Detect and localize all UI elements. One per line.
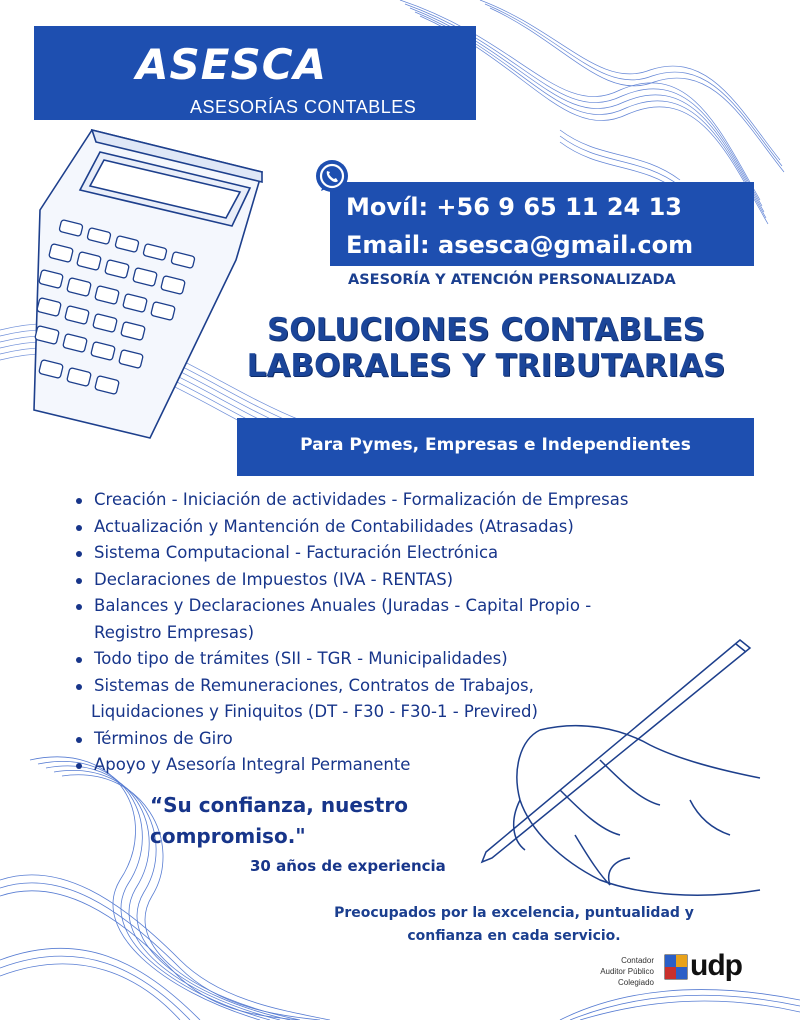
service-text: Sistema Computacional - Facturación Electrónica (94, 543, 499, 562)
bullet-icon (76, 737, 82, 743)
bullet-icon (76, 525, 82, 531)
closing-statement (300, 902, 728, 948)
headline-line-2: LABORALES Y TRIBUTARIAS (246, 348, 726, 384)
bullet-icon (76, 578, 82, 584)
closing-line-1: Preocupados por la excelencia, puntualidad y (334, 905, 694, 921)
bullet-icon (76, 551, 82, 557)
experience-text: 30 años de experiencia (250, 857, 446, 875)
service-text: Creación - Iniciación de actividades - Formalización de Empresas (94, 490, 629, 509)
service-item (74, 540, 734, 567)
wave-bottom-right (560, 990, 800, 1020)
bullet-icon (76, 604, 82, 610)
phone-number[interactable]: Movíl: +56 9 65 11 24 13 (346, 193, 682, 221)
bullet-icon (76, 763, 82, 769)
service-item (74, 593, 734, 620)
credential-line-1: Contador (621, 956, 654, 965)
udp-crest-icon (664, 954, 688, 980)
credentials (566, 955, 654, 988)
bullet-icon (76, 657, 82, 663)
service-text: Términos de Giro (94, 728, 233, 748)
service-text: Sistemas de Remuneraciones, Contratos de Trabajos, (94, 675, 534, 695)
service-text: Liquidaciones y Finiquitos (DT - F30 - F30-1 - Previred) (91, 702, 538, 721)
service-item (74, 567, 734, 594)
brand-name: ASESCA (136, 40, 328, 89)
slogan-quote (150, 790, 408, 852)
service-item (74, 752, 734, 779)
service-item (74, 487, 734, 514)
closing-line-2: confianza en cada servicio. (407, 928, 621, 944)
services-list (74, 487, 734, 779)
university-logo: udp (690, 949, 742, 982)
headline-line-1: SOLUCIONES CONTABLES (266, 312, 706, 348)
service-text: Apoyo y Asesoría Integral Permanente (94, 755, 411, 774)
service-item (74, 673, 734, 700)
credential-line-3: Colegiado (617, 978, 654, 987)
service-text: Balances y Declaraciones Anuales (Juradas - Capital Propio - (94, 596, 592, 615)
credential-line-2: Auditor Público (600, 967, 654, 976)
service-item (74, 514, 734, 541)
brand-subtitle: ASESORÍAS CONTABLES (190, 97, 417, 117)
service-text: Registro Empresas) (94, 622, 255, 642)
service-text: Todo tipo de trámites (SII - TGR - Municipalidades) (94, 649, 508, 668)
service-text: Actualización y Mantención de Contabilidades (Atrasadas) (94, 516, 574, 536)
quote-line-1: “Su confianza, nuestro (150, 793, 408, 817)
service-item-continuation (74, 620, 734, 647)
quote-line-2: compromiso." (150, 824, 306, 848)
bullet-icon (76, 498, 82, 504)
service-item (74, 726, 734, 753)
whatsapp-icon (312, 157, 352, 197)
calculator-illustration (34, 130, 262, 438)
email-address[interactable]: Email: asesca@gmail.com (346, 231, 694, 259)
service-item-continuation (74, 699, 734, 726)
service-item (74, 646, 734, 673)
service-text: Declaraciones de Impuestos (IVA - RENTAS) (94, 569, 454, 589)
bullet-icon (76, 684, 82, 690)
audience-text: Para Pymes, Empresas e Independientes (300, 435, 691, 455)
service-tagline: ASESORÍA Y ATENCIÓN PERSONALIZADA (348, 272, 676, 288)
